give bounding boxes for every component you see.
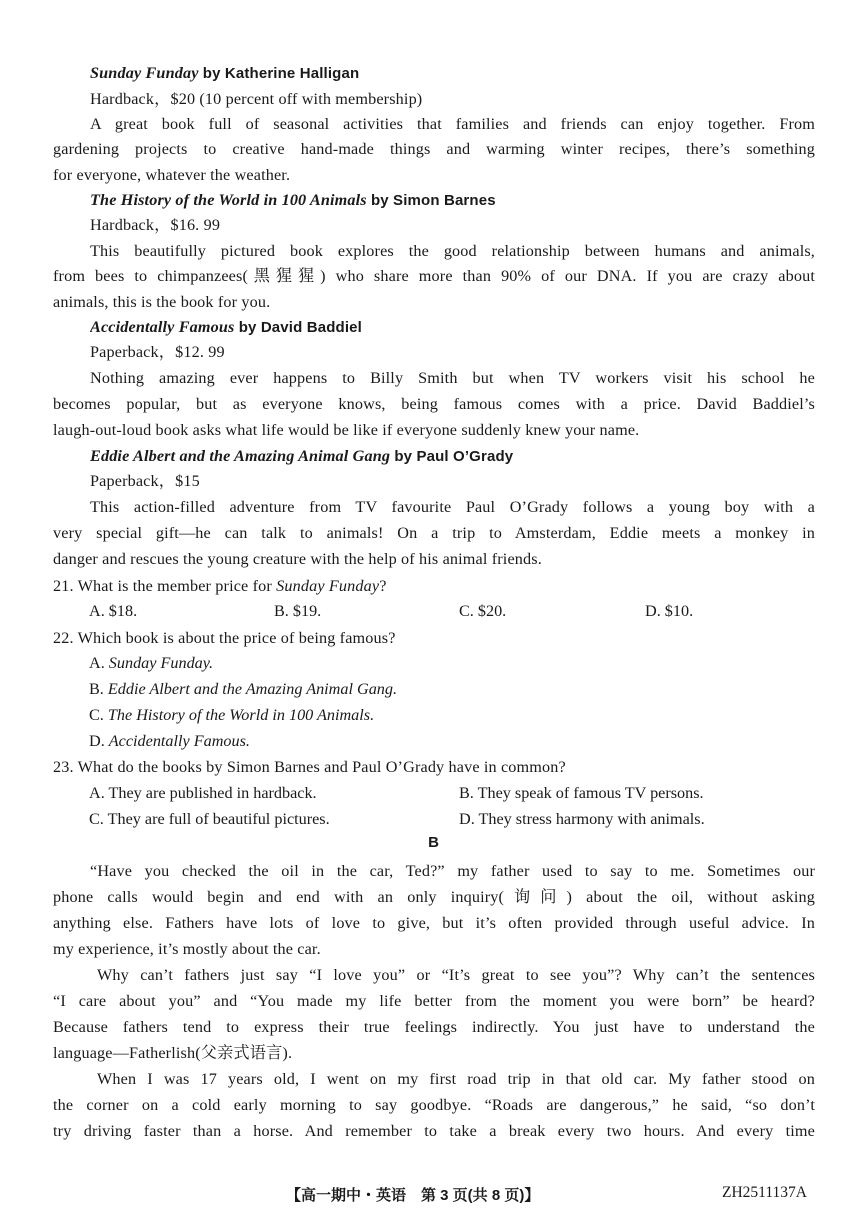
book-description-line: for everyone, whatever the weather. [53, 166, 291, 184]
answer-option[interactable] [89, 676, 397, 702]
page-footer-code: ZH2511137A [722, 1184, 807, 1201]
book-format-price: Hardback，$20 (10 percent off with membership) [90, 90, 423, 108]
question-stem [53, 573, 815, 599]
option-text: Eddie Albert and the Amazing Animal Gang. [107, 680, 398, 698]
question-text: 21. What is the member price for [53, 577, 277, 595]
book-title: Accidentally Famous [90, 318, 235, 336]
book-title: Eddie Albert and the Amazing Animal Gang [90, 447, 391, 465]
section-heading: B [428, 834, 439, 851]
answer-option[interactable]: A. They are published in hardback. [89, 784, 317, 802]
passage-line: language—Fatherlish(父亲式语言). [53, 1044, 293, 1062]
book-title: The History of the World in 100 Animals [90, 191, 367, 209]
question-mark: ? [379, 577, 387, 595]
book-description-line: A great book full of seasonal activities that families and friends can enjoy together. From [90, 115, 815, 133]
answer-option[interactable] [89, 702, 374, 728]
book-heading [90, 187, 815, 213]
book-description-line: animals, this is the book for you. [53, 293, 271, 311]
option-letter: D. [89, 732, 109, 750]
book-heading [90, 443, 815, 469]
answer-option[interactable] [89, 728, 250, 754]
book-description-line: becomes popular, but as everyone knows, being famous comes with a price. David Baddiel’s [53, 395, 815, 413]
book-author: by Katherine Halligan [202, 65, 360, 82]
passage-line: Because fathers tend to express their true feelings indirectly. You just have to understand the [53, 1018, 815, 1036]
question-stem: 22. Which book is about the price of being famous? [53, 629, 396, 647]
answer-option[interactable]: C. $20. [459, 602, 507, 620]
option-text: Accidentally Famous. [108, 732, 250, 750]
book-description-line: This beautifully pictured book explores the good relationship between humans and animals, [90, 242, 815, 260]
page-footer-label: 【高一期中・英语 第 3 页(共 8 页)】 [286, 1187, 540, 1204]
book-description-line: Nothing amazing ever happens to Billy Smith but when TV workers visit his school he [90, 369, 815, 387]
book-author: by Simon Barnes [370, 192, 496, 209]
passage-line: phone calls would begin and end with an only inquiry(询问) about the oil, without asking [53, 888, 815, 906]
answer-option[interactable]: B. They speak of famous TV persons. [459, 784, 704, 802]
book-format-price: Paperback，$12. 99 [90, 343, 225, 361]
book-heading [90, 314, 815, 340]
answer-option[interactable]: B. $19. [274, 602, 322, 620]
book-description-line: This action-filled adventure from TV favourite Paul O’Grady follows a young boy with a [90, 498, 815, 516]
passage-line: When I was 17 years old, I went on my first road trip in that old car. My father stood on [97, 1070, 815, 1088]
option-letter: B. [89, 680, 108, 698]
book-heading [90, 60, 815, 86]
book-author: by Paul O’Grady [394, 448, 514, 465]
book-author: by David Baddiel [238, 319, 362, 336]
answer-option[interactable] [89, 650, 213, 676]
option-text: The History of the World in 100 Animals. [107, 706, 375, 724]
passage-line: “Have you checked the oil in the car, Ted?” my father used to say to me. Sometimes our [90, 862, 815, 880]
book-description-line: laugh-out-loud book asks what life would be like if everyone suddenly knew your name. [53, 421, 640, 439]
book-description-line: from bees to chimpanzees(黑猩猩) who share more than 90% of our DNA. If you are crazy about [53, 267, 815, 285]
book-format-price: Hardback，$16. 99 [90, 216, 221, 234]
option-letter: C. [89, 706, 108, 724]
answer-option[interactable]: D. They stress harmony with animals. [459, 810, 705, 828]
passage-line: the corner on a cold early morning to say goodbye. “Roads are dangerous,” he said, “so don’t [53, 1096, 815, 1114]
book-description-line: danger and rescues the young creature with the help of his animal friends. [53, 550, 542, 568]
option-text: Sunday Funday. [108, 654, 214, 672]
answer-option[interactable]: C. They are full of beautiful pictures. [89, 810, 330, 828]
question-text-italic: Sunday Funday [276, 577, 380, 595]
option-letter: A. [89, 654, 109, 672]
book-title: Sunday Funday [90, 64, 199, 82]
book-description-line: very special gift—he can talk to animals! On a trip to Amsterdam, Eddie meets a monkey in [53, 524, 815, 542]
book-format-price: Paperback，$15 [90, 472, 200, 490]
passage-line: anything else. Fathers have lots of love to give, but it’s often provided through useful advice. In [53, 914, 815, 932]
question-stem: 23. What do the books by Simon Barnes and Paul O’Grady have in common? [53, 758, 566, 776]
answer-option[interactable]: A. $18. [89, 602, 138, 620]
passage-line: “I care about you” and “You made my life better from the moment you were born” be heard? [53, 992, 815, 1010]
passage-line: my experience, it’s mostly about the car. [53, 940, 321, 958]
book-description-line: gardening projects to creative hand-made things and warming winter recipes, there’s something [53, 140, 815, 158]
answer-option[interactable]: D. $10. [645, 602, 694, 620]
passage-line: Why can’t fathers just say “I love you” or “It’s great to see you”? Why can’t the sentences [97, 966, 815, 984]
passage-line: try driving faster than a horse. And remember to take a break every two hours. And every time [53, 1122, 815, 1140]
